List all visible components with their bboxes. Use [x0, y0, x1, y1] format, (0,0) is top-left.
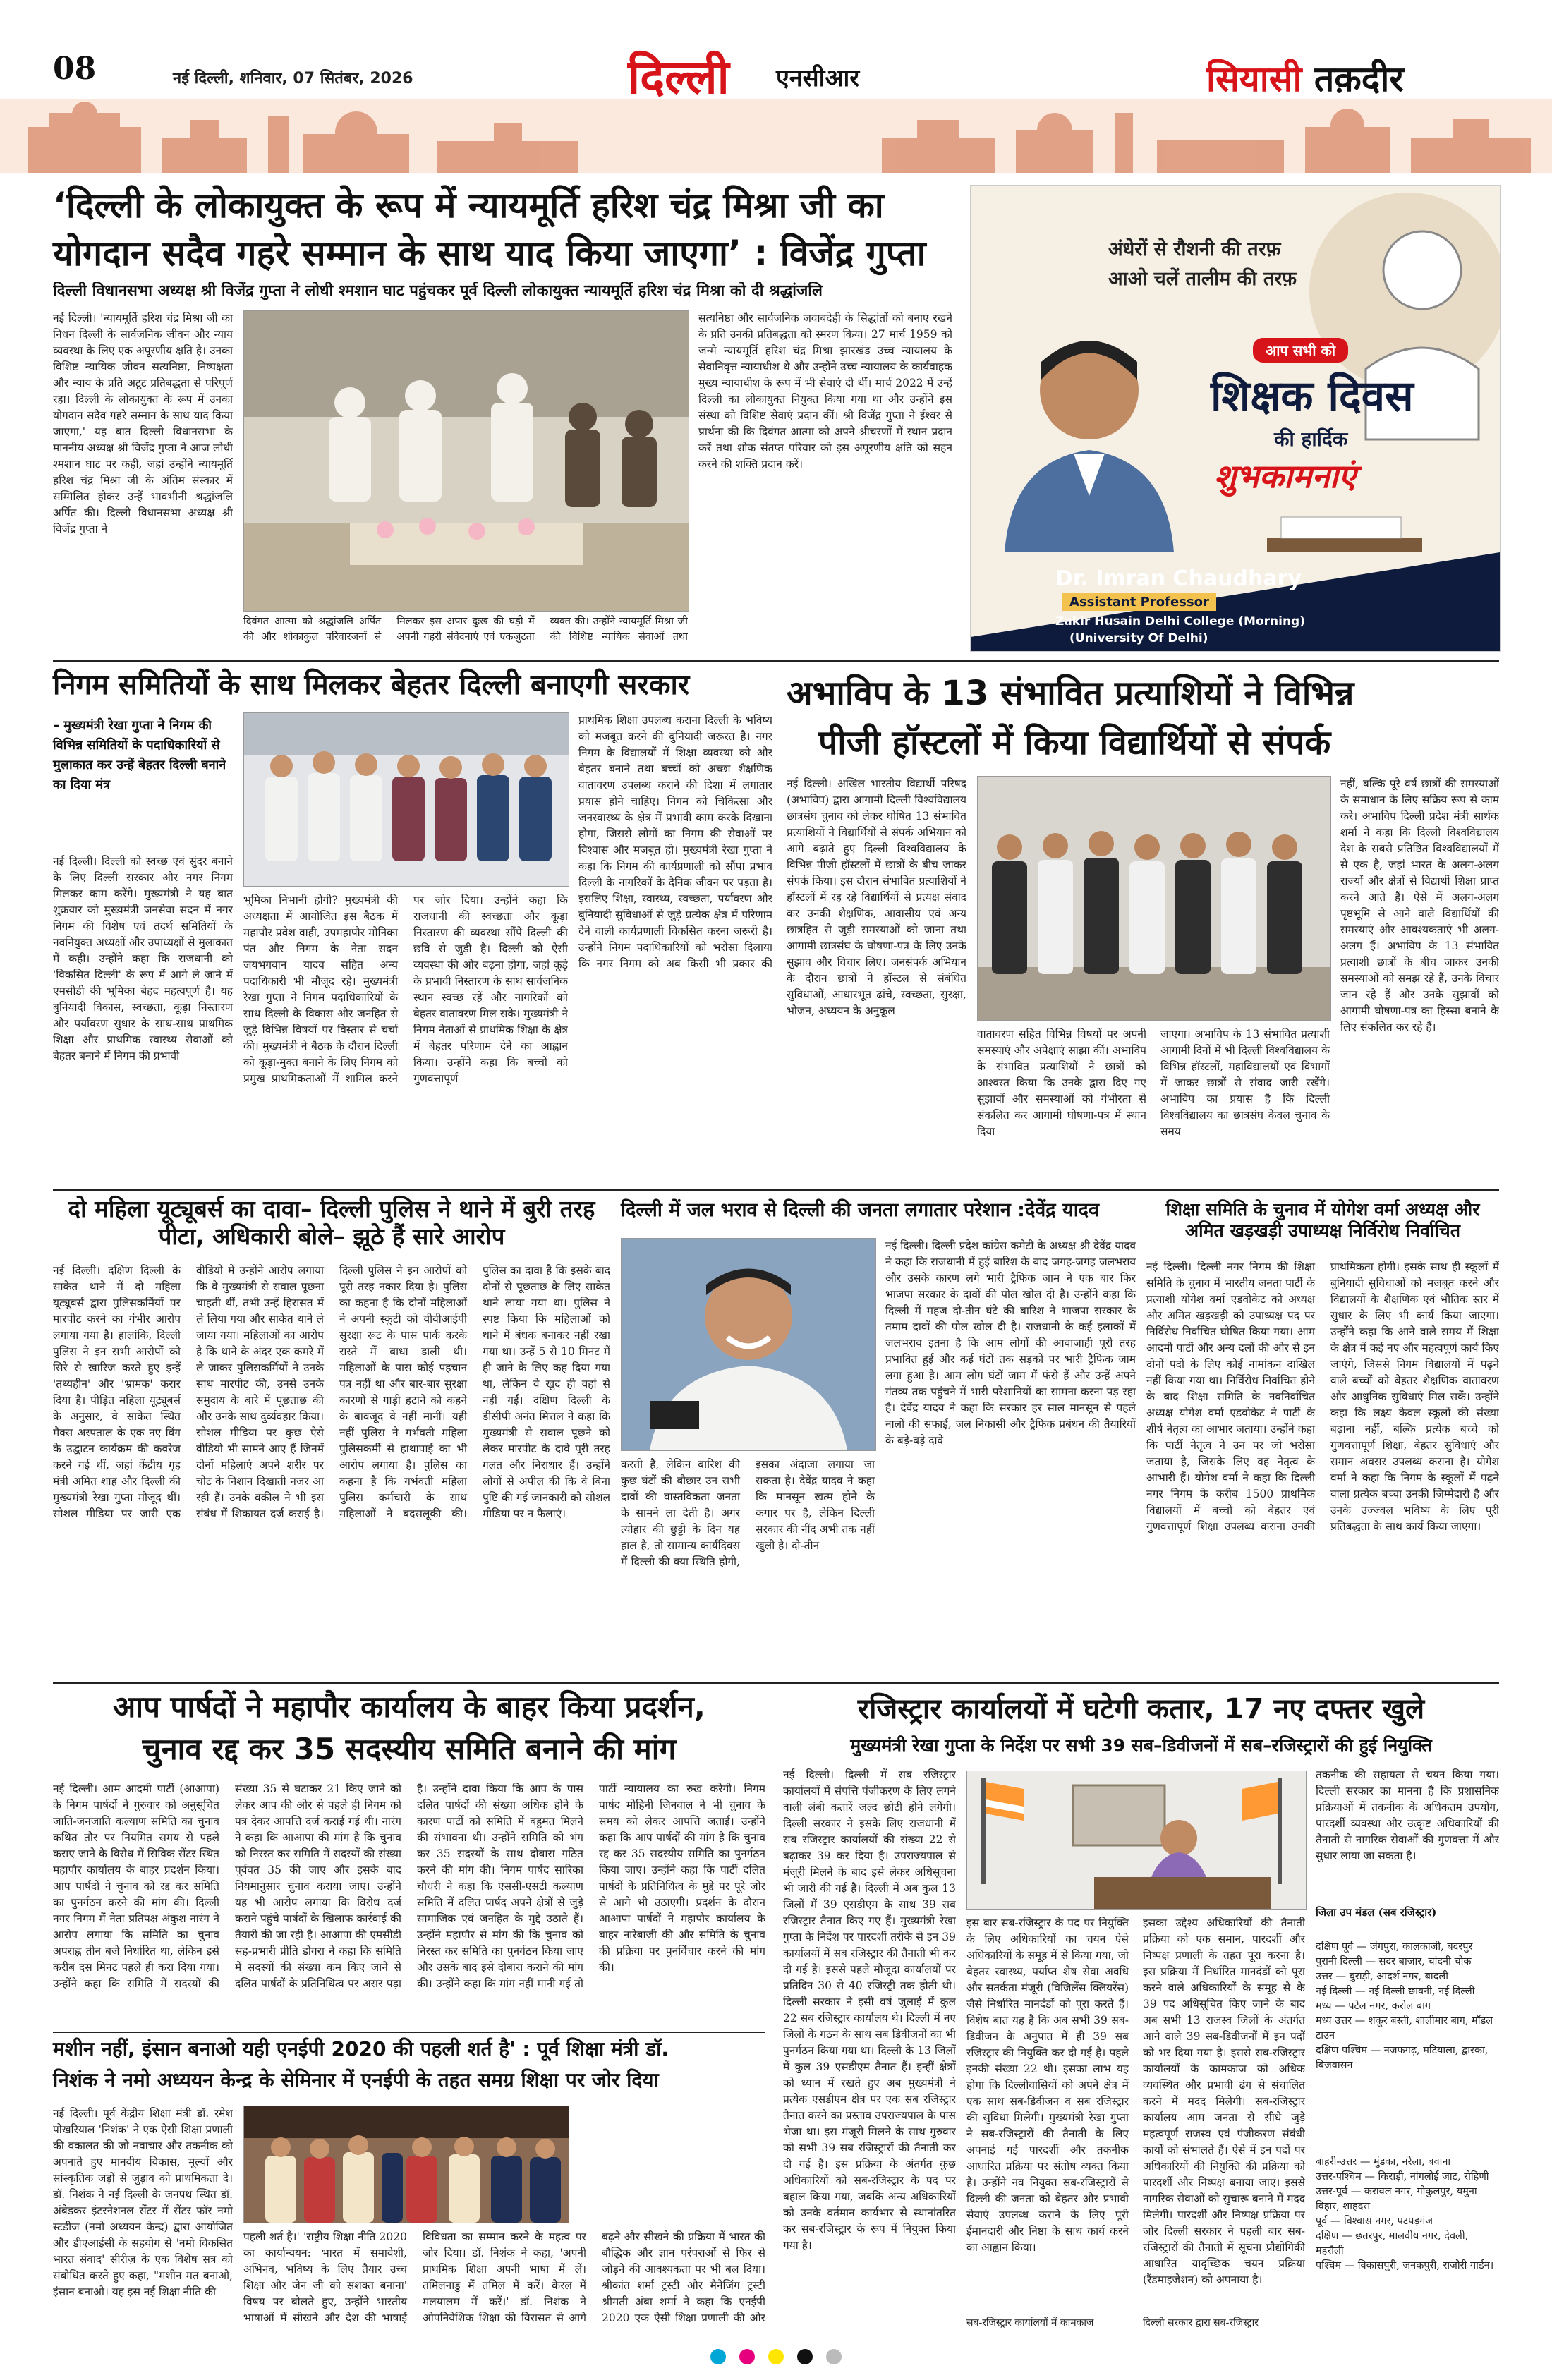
jalbharav-photo [621, 1238, 876, 1451]
divider-2 [53, 1189, 1499, 1191]
nigam-body-left: नई दिल्ली। दिल्ली को स्वच्छ एवं सुंदर बनाने के लिए दिल्ली सरकार और नगर निगम मिलकर काम करेंगे। मुख्यमंत्री ने यह बात शुक्रवार को मुख्यमंत्री जनसेवा सदन में नगर निगम की विशेष एवं तदर्थ समितियों के नवनियुक्त अध्यक्षों और उपाध्यक्षों से मुलाकात में कही। उन्होंने कहा कि राजधानी को 'विकसित दिल्ली' के रूप में आगे ले जाने में एमसीडी की भूमिका बेहद महत्वपूर्ण है। यह बुनियादी विकास, स्वच्छता, कूड़ा निस्तारण और पर्यावरण सुधार के साथ-साथ प्राथमिक शिक्षा और प्राथमिक स्वास्थ्य सेवाओं को बेहतर बनाने में निगम की प्रभावी [53, 855, 233, 1062]
mark-black [797, 2349, 813, 2364]
nigam-headline: निगम समितियों के साथ मिलकर बेहतर दिल्ली बनाएगी सरकार [53, 669, 690, 701]
nep-photo [243, 2106, 569, 2223]
ad-wish-sub: की हार्दिक [1274, 427, 1348, 451]
registrar-body-c: इसका उद्देश्य अधिकारियों की तैनाती प्रक्रिया को एक समान, पारदर्शी और निष्पक्ष प्रणाली के तहत पूरा करना है। इस प्रक्रिया में निर्धारित मानदंडों को पूरा करने वाले अधिकारियों के समूह से के 39 पद अधिसूचित किए जाने के बाद अब सभी 13 राजस्व जिलों के अंतर्गत आने वाले 39 सब-डिवीजनों में इन पदों को भर दिया गया है। इससे सब-रजिस्ट्रार कार्यालयों के कामकाज को अधिक व्यवस्थित और प्रभावी ढंग से संचालित करने में मदद मिलेगी। सब-रजिस्ट्रार कार्यालय आम जनता से सीधे जुड़े महत्वपूर्ण राजस्व एवं पंजीकरण संबंधी कार्यों को संभालते हैं। ऐसे में इन पदों पर अधिकारियों की नियुक्ति की प्रक्रिया को पारदर्शी और निष्पक्ष बनाया जाए। इससे नागरिक सेवाओं को सुचारू बनाने में मदद मिलेगी। पारदर्शी और निष्पक्ष प्रक्रिया पर जोर दिल्ली सरकार ने पहली बार सब-रजिस्ट्रारों की तैनाती में सूचना प्रौद्योगिकी आधारित यादृच्छिक चयन प्रक्रिया (रैंडमाइजेशन) को अपनाया है। [1143, 1917, 1305, 2286]
registrar-caption-right: दिल्ली सरकार द्वारा सब-रजिस्ट्रार [1143, 2317, 1259, 2329]
ad-college-1: Zakir Husain Delhi College (Morning) [1055, 614, 1305, 629]
jalbharav-photo-image [622, 1239, 875, 1450]
ad-portrait-image [990, 312, 1188, 552]
nigam-body-middle: भूमिका निभानी होगी? मुख्यमंत्री की अध्यक्षता में आयोजित इस बैठक में महापौर प्रवेश वाही, उपमहापौर मोनिका पंत और निगम के नेता सदन जयभगवान यादव सहित अन्य पदाधिकारी भी मौजूद रहे। मुख्यमंत्री रेखा गुप्ता ने निगम पदाधिकारियों के साथ दिल्ली के विकास और जनहित से जुड़े विभिन्न विषयों पर विस्तार से चर्चा की। मुख्यमंत्री ने बैठक के दौरान दिल्ली को कूड़ा-मुक्त बनाने के लिए निगम को प्रमुख प्राथमिकताओं में शामिल करने पर जोर दिया। उन्होंने कहा कि राजधानी की स्वच्छता और कूड़ा निस्तारण की व्यवस्था सौंपे दिल्ली की छवि से जुड़ी है। दिल्ली को ऐसी व्यवस्था की ओर बढ़ना होगा, जहां कूड़े के प्रभावी निस्तारण के साथ सार्वजनिक स्थान स्वच्छ रहें और नागरिकों को बेहतर वातावरण मिल सके। मुख्यमंत्री ने निगम नेताओं से प्राथमिक शिक्षा के क्षेत्र में बेहतर परिणाम देने का आह्वान किया। उन्होंने कहा कि बच्चों को गुणवत्तापूर्ण [243, 894, 568, 1085]
lead-subhead: दिल्ली विधानसभा अध्यक्ष श्री विजेंद्र गुप्ता ने लोधी श्मशान घाट पहुंचकर पूर्व दिल्ली लोकायुक्त न्यायमूर्ति हरिश चंद्र मिश्रा को दी श्रद्धांजलि [53, 282, 823, 300]
ad-portrait [990, 312, 1188, 552]
abvp-photo-image [978, 777, 1330, 1020]
abvp-body-b: वातावरण सहित विभिन्न विषयों पर अपनी समस्याएं और अपेक्षाएं साझा कीं। अभाविप के संभावित प्रत्याशियों ने छात्रों को आश्वस्त किया कि उनके द्वारा दिए गए सुझावों और समस्याओं को गंभीरता से संकलित कर आगामी घोषणा-पत्र में स्थान दिया [977, 1028, 1146, 1138]
mark-magenta [739, 2349, 755, 2364]
lead-body-right: सत्यनिष्ठा और सार्वजनिक जवाबदेही के सिद्धांतों को बनाए रखने के प्रति उनकी प्रतिबद्धता को स्मरण किया। 27 मार्च 1959 को जन्मे न्यायमूर्ति हरिश चंद्र मिश्रा झारखंड उच्च न्यायालय के सेवानिवृत्त न्यायाधीश थे और उन्होंने उच्च न्यायालय के कार्यवाहक मुख्य न्यायाधीश के रूप में भी सेवाएं दी थीं। मार्च 2022 में उन्हें दिल्ली का लोकायुक्त नियुक्त किया गया था और उन्होंने इस संस्था को विशिष्ट सेवाएं प्रदान कीं। श्री विजेंद्र गुप्ता ने ईश्वर से प्रार्थना की कि दिवंगत आत्मा को अपने श्रीचरणों में स्थान प्रदान करें तथा शोक संतप्त परिवार को इस अपूरणीय क्षति को सहन करने की शक्ति प्रदान करें। [698, 312, 952, 470]
mark-grey [826, 2349, 842, 2364]
ad-college-2: (University Of Delhi) [1069, 631, 1208, 645]
youtubers-body: नई दिल्ली। दक्षिण दिल्ली के साकेत थाने में दो महिला यूट्यूबर्स द्वारा पुलिसकर्मियों पर मारपीट करने का गंभीर आरोप लगाया गया है। हालांकि, दिल्ली पुलिस ने इन सभी आरोपों को सिरे से खारिज करते हुए इन्हें 'तथ्यहीन' और 'भ्रामक' करार दिया है। पीड़ित महिला यूट्यूबर्स के अनुसार, वे साकेत स्थित मैक्स अस्पताल के एक नए विंग के उद्घाटन कार्यक्रम की कवरेज करने गई थीं, जहां केंद्रीय गृह मंत्री अमित शाह और दिल्ली की मुख्यमंत्री रेखा गुप्ता मौजूद थीं। सोशल मीडिया पर जारी एक वीडियो में उन्होंने आरोप लगाया कि वे मुख्यमंत्री से सवाल पूछना चाहती थीं, तभी उन्हें हिरासत में ले लिया गया और साकेत थाने ले जाया गया। महिलाओं का आरोप है कि थाने के अंदर एक कमरे में ले जाकर पुलिसकर्मियों ने उनके साथ मारपीट की, उनसे उनके समुदाय के बारे में पूछताछ की और उनके साथ दुर्व्यवहार किया। सोशल मीडिया पर कुछ ऐसे वीडियो भी सामने आए हैं जिनमें दोनों महिलाएं अपने शरीर पर चोट के निशान दिखाती नजर आ रही हैं। उनके वकील ने भी इस संबंध में शिकायत दर्ज कराई है। दिल्ली पुलिस ने इन आरोपों को पूरी तरह नकार दिया है। पुलिस का कहना है कि दोनों महिलाओं ने अपनी स्कूटी को वीवीआईपी सुरक्षा रूट के पास पार्क करके रास्ते में बाधा डाली थी। महिलाओं के पास कोई पहचान पत्र नहीं था और बार-बार सुरक्षा कारणों से गाड़ी हटाने को कहने के बावजूद वे नहीं मानीं। यही नहीं पुलिस ने गर्भवती महिला पुलिसकर्मी से हाथापाई का भी आरोप लगाया है। पुलिस का कहना है कि गर्भवती महिला पुलिस कर्मचारी के साथ महिलाओं ने बदसलूकी की। पुलिस का दावा है कि इसके बाद दोनों से पूछताछ के लिए साकेत थाने लाया गया था। पुलिस ने स्पष्ट किया कि महिलाओं को थाने में बंधक बनाकर नहीं रखा गया था। उन्हें 5 से 10 मिनट में ही जाने के लिए कह दिया गया था, लेकिन वे खुद ही वहां से नहीं गईं। दक्षिण दिल्ली के डीसीपी अनंत मित्तल ने कहा कि मुख्यमंत्री से सवाल पूछने को लेकर मारपीट के दावे पूरी तरह गलत और निराधार हैं। उन्होंने लोगों से अपील की कि वे बिना पुष्टि की गई जानकारी को सोशल मीडिया पर न फैलाएं। [53, 1264, 610, 1520]
brand-main: दिल्ली [628, 50, 729, 104]
registrar-list-right: बाहरी-उत्तर — मुंडका, नरेला, बवाना उत्तर-पश्चिम — किराड़ी, नांगलोई जाट, रोहिणी उत्तर-पूर्व — करावल नगर, गोकुलपुर, यमुना विहार, शाहदरा पूर्व — विश्वास नगर, पटपड़गंज दक्षिण — छतरपुर, मालवीय नगर, देवली, महरौली पश्चिम — विकासपुरी, जनकपुरी, राजौरी गार्डन। [1316, 2156, 1494, 2271]
abvp-photo [977, 776, 1331, 1021]
abvp-headline-1: अभाविप के 13 संभावित प्रत्याशियों ने विभिन्न [787, 674, 1354, 713]
nigam-photo-image [244, 713, 569, 886]
skyline-illustration [0, 99, 1552, 173]
aap-headline-1: आप पार्षदों ने महापौर कार्यालय के बाहर किया प्रदर्शन, [113, 1689, 705, 1724]
lead-photo-image [244, 311, 689, 611]
mark-cyan [710, 2349, 726, 2364]
nep-body-right: पहली शर्त है।' 'राष्ट्रीय शिक्षा नीति 2020 का कार्यान्वयन: भारत में समावेशी, अभिनव, भविष्य के लिए तैयार उच्च शिक्षा और जेन जी को सशक्त बनाना' विषय पर बोलते हुए, उन्होंने भारतीय भाषाओं में सीखने और देश की भाषाई विविधता का सम्मान करने के महत्व पर जोर दिया। डॉ. निशंक ने कहा, 'अपनी प्राथमिक शिक्षा अपनी भाषा में लें। तमिलनाडु में तमिल में करें। केरल में मलयालम में करें।' डॉ. निशंक ने ओपनिवेशिक शिक्षा की विरासत से आगे बढ़ने और सीखने की प्रक्रिया में भारत की बौद्धिक और ज्ञान परंपराओं से फिर से जोड़ने की आवश्यकता पर भी बल दिया। श्रीकांत शर्मा ट्रस्टी और मैनेजिंग ट्रस्टी श्रीमती अंबा शर्मा ने कहा कि एनईपी 2020 एक ऐसी शिक्षा प्रणाली की ओर [243, 2230, 765, 2324]
divider-4 [53, 2032, 765, 2033]
registrar-body-b: इस बार सब-रजिस्ट्रार के पद पर नियुक्ति के लिए अधिकारियों का चयन ऐसे अधिकारियों के समूह में से किया गया, जो बेहतर स्वास्थ्य, पर्याप्त शेष सेवा अवधि और सतर्कता मंजूरी (विजिलेंस क्लियरेंस) जैसे निर्धारित मानदंडों को पूरा करते हैं। विशेष बात यह है कि अब सभी 39 सब-डिवीजन के अनुपात में ही 39 सब रजिस्ट्रार की नियुक्ति कर दी गई है। पहले इनकी संख्या 22 थी। इसका लाभ यह होगा कि दिल्लीवासियों को अपने क्षेत्र में एक साथ सब-डिवीजन व सब रजिस्ट्रार की सुविधा मिलेगी। मुख्यमंत्री रेखा गुप्ता ने सब-रजिस्ट्रारों की तैनाती के लिए अपनाई गई पारदर्शी और तकनीक आधारित प्रक्रिया पर संतोष व्यक्त किया है। उन्होंने नव नियुक्त सब-रजिस्ट्रारों से दिल्ली की जनता को बेहतर और प्रभावी सेवाएं उपलब्ध कराने के लिए पूरी ईमानदारी और निष्ठा के साथ कार्य करने का आह्वान किया। [966, 1917, 1129, 2254]
jalbharav-headline: दिल्ली में जल भराव से दिल्ली की जनता लगातार परेशान :देवेंद्र यादव [621, 1199, 1100, 1221]
mark-yellow [768, 2349, 784, 2364]
youtubers-headline: दो महिला यूट्यूबर्स का दावा– दिल्ली पुलिस ने थाने में बुरी तरह पीटा, अधिकारी बोले– झूठे हैं सारे आरोप [68, 1195, 595, 1250]
lead-body-left: नई दिल्ली। 'न्यायमूर्ति हरिश चंद्र मिश्रा जी का निधन दिल्ली के सार्वजनिक जीवन और न्याय व्यवस्था के लिए एक अपूरणीय क्षति है। उनका विशिष्ट न्यायिक जीवन सत्यनिष्ठा, निष्पक्षता और न्याय के प्रति अटूट प्रतिबद्धता से परिपूर्ण रहा। दिल्ली के लोकायुक्त के रूप में उनका योगदान सदैव गहरे सम्मान के साथ याद किया जाएगा,' यह बात दिल्ली विधानसभा के माननीय अध्यक्ष श्री विजेंद्र गुप्ता ने आज लोधी श्मशान घाट पर कही, जहां उन्होंने न्यायमूर्ति हरिश चंद्र मिश्रा जी के अंतिम संस्कार में सम्मिलित होकर उन्हें भावभीनी श्रद्धांजलि अर्पित की। दिल्ली विधानसभा अध्यक्ष श्री विजेंद्र गुप्ता ने [53, 312, 233, 535]
lead-photo [243, 310, 689, 612]
print-color-marks [0, 2349, 1552, 2377]
ad-wish-intro: आप सभी को [1253, 338, 1348, 363]
section-name-b: तक़दीर [1314, 59, 1404, 99]
registrar-body-d: तकनीक की सहायता से चयन किया गया। दिल्ली सरकार का मानना है कि प्रशासनिक प्रक्रियाओं में तकनीक के अधिकतम उपयोग, पारदर्शी व्यवस्था और उत्कृष्ट अधिकारियों की तैनाती से नागरिक सेवाओं की गुणवत्ता में और सुधार लाया जा सकता है। [1316, 1768, 1499, 1862]
ad-wish-title: शिक्षक दिवस [1211, 372, 1414, 421]
abvp-body-a: नई दिल्ली। अखिल भारतीय विद्यार्थी परिषद (अभाविप) द्वारा आगामी दिल्ली विश्वविद्यालय छात्रसंघ चुनाव को लेकर घोषित 13 संभावित प्रत्याशियों ने विद्यार्थियों से संपर्क अभियान को आगे बढ़ाते हुए दिल्ली विश्वविद्यालय के विभिन्न पीजी हॉस्टलों में छात्रों के बीच जाकर संपर्क किया। इस दौरान संभावित प्रत्याशियों ने हॉस्टलों में रह रहे विद्यार्थियों से प्रत्यक्ष संवाद कर उनकी शैक्षणिक, आवासीय एवं अन्य छात्रहित से जुड़ी समस्याओं को जाना तथा आगामी छात्रसंघ के घोषणा-पत्र के लिए उनके सुझाव और विचार लिए। जनसंपर्क अभियान के दौरान छात्रों ने हॉस्टल से संबंधित सुविधाओं, आधारभूत ढांचे, स्वच्छता, सुरक्षा, भोजन, अध्ययन के अनुकूल [787, 777, 966, 1017]
registrar-caption-left: सब-रजिस्ट्रार कार्यालयों में कामकाज [966, 2317, 1094, 2329]
registrar-subhead: मुख्यमंत्री रेखा गुप्ता के निर्देश पर सभी 39 सब–डिवीजनों में सब–रजिस्ट्रारों की हुई नियुक्ति [850, 1735, 1432, 1756]
registrar-photo-image [967, 1771, 1306, 1909]
ad-tagline-1: अंधेरों से रौशनी की तरफ़ [1108, 238, 1281, 260]
abvp-headline-2: पीजी हॉस्टलों में किया विद्यार्थियों से संपर्क [818, 723, 1331, 763]
ad-designation: Assistant Professor [1062, 593, 1216, 611]
registrar-headline: रजिस्ट्रार कार्यालयों में घटेगी कतार, 17 नए दफ्तर खुले [857, 1693, 1425, 1725]
aap-headline-2: चुनाव रद्द कर 35 सदस्यीय समिति बनाने की मांग [142, 1732, 677, 1766]
aap-body: नई दिल्ली। आम आदमी पार्टी (आआपा) के निगम पार्षदों ने गुरुवार को अनुसूचित जाति-जनजाति कल्याण समिति का चुनाव कथित तौर पर नियमित समय से पहले कराए जाने के विरोध में सिविक सेंटर स्थित महापौर कार्यालय के बाहर प्रदर्शन किया। आप पार्षदों ने चुनाव को रद्द कर समिति का पुनर्गठन करने की मांग की। दिल्ली नगर निगम में नेता प्रतिपक्ष अंकुश नारंग ने आरोप लगाया कि समिति का चुनाव अपराह्न तीन बजे निर्धारित था, लेकिन इसे करीब दस मिनट पहले ही करा दिया गया। उन्होंने कहा कि समिति में सदस्यों की संख्या 35 से घटाकर 21 किए जाने को लेकर आप की ओर से पहले ही निगम को पत्र देकर आपत्ति दर्ज कराई गई थी। नारंग ने कहा कि आआपा की मांग है कि चुनाव को निरस्त कर समिति में सदस्यों की संख्या पूर्ववत 35 की जाए और इसके बाद नियमानुसार चुनाव कराया जाए। उन्होंने यह भी आरोप लगाया कि विरोध दर्ज कराने पहुंचे पार्षदों के खिलाफ कार्रवाई की तैयारी की जा रही है। आआपा की एमसीडी सह-प्रभारी प्रीति डोगरा ने कहा कि समिति में सदस्यों की संख्या कम किए जाने से दलित पार्षदों के प्रतिनिधित्व पर असर पड़ा है। उन्होंने दावा किया कि आप के पास दलित पार्षदों की संख्या अधिक होने के कारण पार्टी को समिति में बहुमत मिलने की संभावना थी। उन्होंने समिति को भंग कर 35 सदस्यों के साथ दोबारा गठित करने की मांग की। निगम पार्षद सारिका चौधरी ने कहा कि एससी-एसटी कल्याण समिति में दलित पार्षद अपने क्षेत्रों से जुड़े सामाजिक एवं जनहित के मुद्दे उठाते हैं। उन्होंने महापौर से मांग की कि चुनाव को निरस्त कर समिति का पुनर्गठन किया जाए और उसके बाद इसे दोबारा कराने की मांग की। उन्होंने कहा कि मांग नहीं मानी गई तो पार्टी न्यायालय का रुख करेगी। निगम पार्षद मोहिनी जिनवाल ने भी चुनाव के समय को लेकर आपत्ति जताई। उन्होंने कहा कि आप पार्षदों की मांग है कि चुनाव रद्द कर 35 सदस्यीय समिति का पुनर्गठन किया जाए। उन्होंने कहा कि पार्टी दलित पार्षदों के प्रतिनिधित्व के मुद्दे पर पूरे जोर से आगे भी उठाएगी। प्रदर्शन के दौरान आआपा पार्षदों ने महापौर कार्यालय के बाहर नारेबाजी की और समिति के चुनाव की प्रक्रिया पर पुनर्विचार करने की मांग की। [53, 1783, 765, 1990]
jalbharav-body-left-low: करती है, लेकिन बारिश की कुछ घंटों की बौछार उन सभी दावों की वास्तविकता जनता के सामने ला देती है। अगर त्योहार की छुट्टी के दिन यह हाल है, तो सामान्य कार्यदिवस में दिल्ली की क्या स्थिति होगी, इसका अंदाजा लगाया जा सकता है। देवेंद्र यादव ने कहा कि मानसून खत्म होने के कगार पर है, लेकिन दिल्ली सरकार की नींद अभी तक नहीं खुली है। दो-तीन [621, 1458, 875, 1568]
nep-headline-2: निशंक ने नमो अध्ययन केन्द्र के सेमिनार में एनईपी के तहत समग्र शिक्षा पर जोर दिया [53, 2068, 659, 2091]
nep-headline-1: मशीन नहीं, इंसान बनाओ यही एनईपी 2020 की पहली शर्त है' : पूर्व शिक्षा मंत्री डॉ. [53, 2037, 669, 2060]
nigam-photo [243, 712, 569, 887]
ad-name: Dr. Imran Chaudhary [1055, 566, 1302, 591]
nep-photo-image [244, 2106, 569, 2223]
brand-sub: एनसीआर [776, 64, 860, 92]
registrar-photo [966, 1771, 1307, 1910]
lead-photo-caption: दिवंगत आत्मा को श्रद्धांजलि अर्पित की और शोकाकुल परिवारजनों से मिलकर इस अपार दुःख की घड़ी में अपनी गहरी संवेदनाएं एवं एकजुटता व्यक्त की। उन्होंने न्यायमूर्ति मिश्रा जी की विशिष्ट न्यायिक सेवाओं तथा [243, 616, 688, 643]
lead-headline-2: योगदान सदैव गहरे सम्मान के साथ याद किया जाएगा’ : विजेंद्र गुप्ता [53, 233, 926, 274]
nep-body-left: नई दिल्ली। पूर्व केंद्रीय शिक्षा मंत्री डॉ. रमेश पोखरियाल 'निशंक' ने एक ऐसी शिक्षा प्रणाली की वकालत की जो नवाचार और तकनीक को अपनाते हुए मानवीय विकास, मूल्यों और सांस्कृतिक जड़ों से जुड़ाव को प्राथमिकता दे। डॉ. निशंक ने नई दिल्ली के जनपथ स्थित डॉ. अंबेडकर इंटरनेशनल सेंटर में सेंटर फॉर नमो स्टडीज (नमो अध्ययन केन्द्र) द्वारा आयोजित और डीएआईसी के सहयोग से 'नमो विकसित भारत संवाद' सीरीज़ के एक विशेष सत्र को संबोधित करते हुए कहा, "मशीन मत बनाओ, इंसान बनाओ। यह इस नई शिक्षा नीति की [53, 2107, 233, 2298]
lead-headline-1: ‘दिल्ली के लोकायुक्त के रूप में न्यायमूर्ति हरिश चंद्र मिश्रा जी का [53, 185, 884, 226]
jalbharav-body-top: नई दिल्ली। दिल्ली प्रदेश कांग्रेस कमेटी के अध्यक्ष श्री देवेंद्र यादव ने कहा कि राजधानी में हुई बारिश के बाद जगह-जगह जलभराव और उसके कारण लगे भारी ट्रैफिक जाम ने एक बार फिर भाजपा सरकार के दावों की पोल खोल दी है। उन्होंने कहा कि दिल्ली में महज दो-तीन घंटे की बारिश ने भाजपा सरकार के तमाम दावों की पोल खोल दी है। राजधानी के कई इलाकों में जलभराव इतना है कि आम लोगों की आवाजाही पूरी तरह प्रभावित हुई और कई घंटों तक सड़कों पर भारी ट्रैफिक जाम लगा हुआ है। आम लोग घंटों जाम में फंसे हैं और उन्हें अपने गंतव्य तक पहुंचने में भारी परेशानियों का सामना करना पड़ रहा है। देवेंद्र यादव ने कहा कि सरकार हर साल मानसून से पहले नालों की सफाई, जल निकासी और ट्रैफिक प्रबंधन की तैयारियों के बड़े-बड़े दावे [885, 1239, 1136, 1447]
divider-3 [53, 1682, 1499, 1684]
dateline: नई दिल्ली, शनिवार, 07 सितंबर, 2026 [173, 70, 413, 87]
shiksha-headline: शिक्षा समिति के चुनाव में योगेश वर्मा अध्यक्ष और अमित खड़खड़ी उपाध्यक्ष निर्विरोध निर्वाचित [1165, 1199, 1480, 1241]
nigam-highlight: – मुख्यमंत्री रेखा गुप्ता ने निगम की विभिन्न समितियों के पदाधिकारियों से मुलाकात कर उन्हें बेहतर दिल्ली बनाने का दिया मंत्र [53, 718, 226, 792]
abvp-body-c: जाएगा। अभाविप के 13 संभावित प्रत्याशी आगामी दिनों में भी दिल्ली विश्वविद्यालय के विभिन्न हॉस्टलों, महाविद्यालयों एवं विभागों में जाकर छात्रों से संवाद जारी रखेंगे। अभाविप का प्रयास है कि दिल्ली विश्वविद्यालय का छात्रसंघ केवल चुनाव के समय [1160, 1028, 1330, 1138]
abvp-body-d: नहीं, बल्कि पूरे वर्ष छात्रों की समस्याओं के समाधान के लिए सक्रिय रूप से काम करे। अभाविप दिल्ली प्रदेश मंत्री सार्थक शर्मा ने कहा कि दिल्ली विश्वविद्यालय देश के सबसे प्रतिष्ठित विश्वविद्यालयों में से एक है, जहां भारत के अलग-अलग राज्यों और क्षेत्रों से विद्यार्थी शिक्षा प्राप्त करने आते हैं। ऐसे में अलग-अलग पृष्ठभूमि से आने वाले विद्यार्थियों की समस्याएं और आवश्यकताएं भी अलग-अलग हैं। अभाविप के 13 संभावित प्रत्याशी छात्रों के बीच जाकर उनकी समस्याओं को समझ रहे हैं, उनके विचार जान रहे हैं और उनके सुझावों को आगामी घोषणा-पत्र का हिस्सा बनाने के लिए संकलित कर रहे हैं। [1340, 777, 1499, 1033]
masthead [0, 0, 1552, 173]
shiksha-body: नई दिल्ली। दिल्ली नगर निगम की शिक्षा समिति के चुनाव में भारतीय जनता पार्टी के प्रत्याशी योगेश वर्मा एडवोकेट को अध्यक्ष और अमित खड़खड़ी को उपाध्यक्ष पद पर निर्विरोध निर्वाचित घोषित किया गया। आम आदमी पार्टी और अन्य दलों की ओर से इन दोनों पदों के लिए कोई नामांकन दाखिल नहीं किया गया था। निर्विरोध निर्वाचित होने के बाद शिक्षा समिति के नवनिर्वाचित अध्यक्ष योगेश वर्मा एडवोकेट ने पार्टी के शीर्ष नेतृत्व का आभार जताया। उन्होंने कहा कि पार्टी नेतृत्व ने उन पर जो भरोसा जताया है, जिसके लिए वह नेतृत्व के आभारी हैं। योगेश वर्मा ने कहा कि दिल्ली नगर निगम के करीब 1500 प्राथमिक विद्यालयों में बच्चों को बेहतर एवं गुणवत्तापूर्ण शिक्षा उपलब्ध कराना उनकी प्राथमिकता होगी। इसके साथ ही स्कूलों में बुनियादी सुविधाओं को मजबूत करने और विद्यालयों के शैक्षणिक एवं भौतिक स्तर में सुधार के लिए भी कार्य किया जाएगा। उन्होंने कहा कि आने वाले समय में शिक्षा के क्षेत्र में कई नए और महत्वपूर्ण कार्य किए जाएंगे, जिससे निगम विद्यालयों में पढ़ने वाले बच्चों को बेहतर शैक्षणिक वातावरण और आधुनिक सुविधाएं मिल सकें। उन्होंने कहा कि लक्ष्य केवल स्कूलों की संख्या बढ़ाना नहीं, बल्कि प्रत्येक बच्चे को गुणवत्तापूर्ण शिक्षा, बेहतर सुविधाएं और समान अवसर उपलब्ध कराना है। योगेश वर्मा ने कहा कि निगम के स्कूलों में पढ़ने वाला प्रत्येक बच्चा उनकी जिम्मेदारी है और उनके उज्ज्वल भविष्य के लिए पूरी प्रतिबद्धता के साथ कार्य किया जाएगा। [1146, 1261, 1499, 1533]
page-number: 08 [53, 51, 97, 87]
section-name [1206, 54, 1404, 102]
registrar-list-left: दक्षिण पूर्व — जंगपुरा, कालकाजी, बदरपुर पुरानी दिल्ली — सदर बाजार, चांदनी चौक उत्तर — बुराड़ी, आदर्श नगर, बादली नई दिल्ली — नई दिल्ली छावनी, नई दिल्ली मध्य — पटेल नगर, करोल बाग मध्य उत्तर — शकूर बस्ती, शालीमार बाग, मॉडल टाउन दक्षिण पश्चिम — नजफगढ़, मटियाला, द्वारका, बिजवासन [1316, 1941, 1493, 2071]
teachers-day-ad [970, 185, 1501, 652]
nigam-body-right: प्राथमिक शिक्षा उपलब्ध कराना दिल्ली के भविष्य को मजबूत करने की बुनियादी जरूरत है। नगर निगम के विद्यालयों में शिक्षा व्यवस्था को और बेहतर बनाने तथा बच्चों को अच्छा शैक्षणिक वातावरण उपलब्ध कराने की दिशा में लगातार प्रयास होने चाहिए। निगम को चिकित्सा और जनस्वास्थ्य के क्षेत्र में प्रभावी काम करके दिखाना होगा, जिससे लोगों का निगम की सेवाओं पर विश्वास और मजबूत हो। मुख्यमंत्री रेखा गुप्ता ने कहा कि निगम की कार्यप्रणाली को सौंपा प्रभाव दिल्ली के नागरिकों के दैनिक जीवन पर पड़ता है। इसलिए शिक्षा, स्वास्थ्य, स्वच्छता, पर्यावरण और बुनियादी सुविधाओं से जुड़े प्रत्येक क्षेत्र में परिणाम देने वाली कार्यप्रणाली विकसित करना जरूरी है। उन्होंने निगम पदाधिकारियों को भरोसा दिलाया कि नगर निगम को अब किसी भी प्रकार की [578, 714, 772, 970]
ad-tagline-2: आओ चलें तालीम की तरफ़ [1108, 268, 1297, 290]
divider-1 [53, 660, 1499, 662]
ad-wish-word: शुभकामनाएं [1214, 457, 1357, 495]
registrar-list-header: जिला उप मंडल (सब रजिस्ट्रार) [1316, 1906, 1437, 1919]
registrar-body-a: नई दिल्ली। दिल्ली में सब रजिस्ट्रार कार्यालयों में संपत्ति पंजीकरण के लिए लगने वाली लंबी कतारें जल्द छोटी होने लगेंगी। दिल्ली सरकार ने इसके लिए राजधानी में सब रजिस्ट्रार कार्यालयों की संख्या 22 से बढ़ाकर 39 कर दिया है। उपराज्यपाल से मंजूरी मिलने के बाद इसे लेकर अधिसूचना भी जारी की गई है। दिल्ली में अब कुल 13 जिलों में 39 एसडीएम के साथ 39 सब रजिस्ट्रार तैनात किए गए हैं। मुख्यमंत्री रेखा गुप्ता के निर्देश पर पारदर्शी तरीके से इन 39 कार्यालयों में सब रजिस्ट्रार की तैनाती भी कर दी गई है। इससे पहले मौजूदा कार्यालयों पर प्रतिदिन 30 से 40 रजिस्ट्री तक होती थी। दिल्ली सरकार ने इसी वर्ष जुलाई में कुल 22 सब रजिस्ट्रार कार्यालय थे। दिल्ली में नए जिलों के गठन के साथ सब डिवीजनों का भी पुनर्गठन किया गया था। दिल्ली के 13 जिलों में कुल 39 एसडीएम तैनात हैं। इन्हीं क्षेत्रों को ध्यान में रखते हुए अब मुख्यमंत्री ने प्रत्येक एसडीएम क्षेत्र पर एक सब रजिस्ट्रार तैनात करने का प्रस्ताव उपराज्यपाल के पास भेजा था। इस मंजूरी मिलने के साथ गुरुवार को सभी 39 सब रजिस्ट्रारों की तैनाती कर दी गई है। इस प्रक्रिया के अंतर्गत कुछ अधिकारियों को सब-रजिस्ट्रार के पद पर बहाल किया गया, जबकि अन्य अधिकारियों को उनके वर्तमान कार्यभार से स्थानांतरित कर सब-रजिस्ट्रार के रूप में नियुक्त किया गया है। [783, 1768, 956, 2252]
section-name-a: सियासी [1206, 59, 1302, 99]
